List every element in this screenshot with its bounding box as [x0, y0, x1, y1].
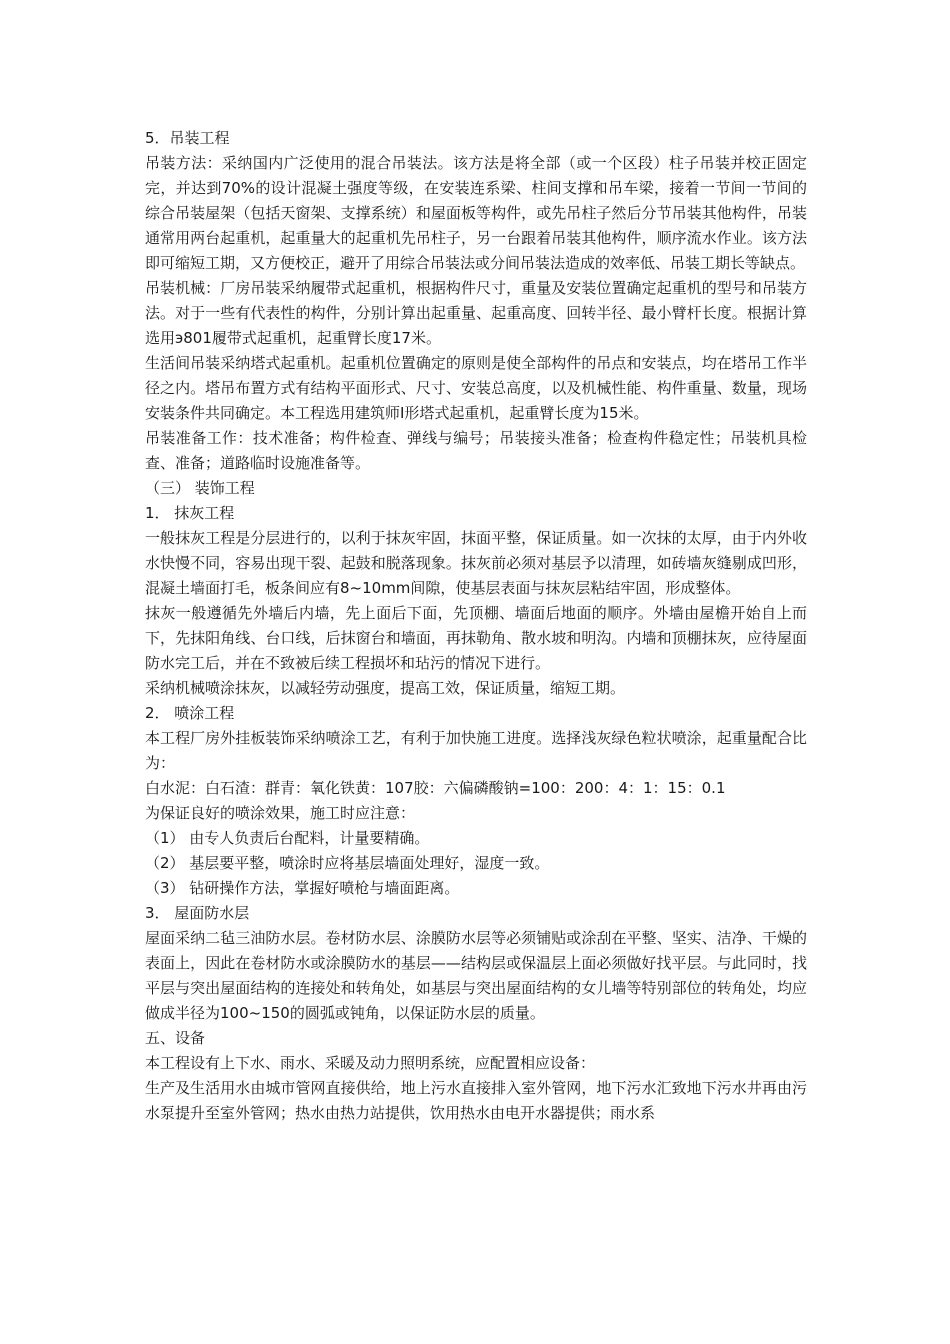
- document-body: [145, 126, 807, 1126]
- list-item-note-1: （1） 由专人负责后台配料，计量要精确。: [145, 829, 430, 847]
- section-heading-hoisting: 5．吊装工程: [145, 129, 230, 147]
- section-heading-equipment: 五、设备: [145, 1029, 206, 1047]
- paragraph-waterproofing: 屋面采纳二毡三油防水层。卷材防水层、涂膜防水层等必须铺贴或涂刮在平整、坚实、洁净、干燥的表面上，因此在卷材防水或涂膜防水的基层——结构层或保温层上面必须做好找平层。与此同时，找平层与突出屋面结构的连接处和转角处，如基层与突出屋面结构的女儿墙等特别部位的转角处，均应做成半径为100~150的圆弧或钝角，以保证防水层的质量。: [145, 929, 807, 1022]
- paragraph-spraying-process: 本工程厂房外挂板装饰采纳喷涂工艺，有利于加快施工进度。选择浅灰绿色粒状喷涂，起重量配合比为：: [145, 729, 807, 772]
- section-heading-decoration: （三） 装饰工程: [145, 479, 255, 497]
- paragraph-hoisting-preparation: 吊装准备工作：技术准备；构件检查、弹线与编号；吊装接头准备；检查构件稳定性；吊装机具检查、准备；道路临时设施准备等。: [145, 429, 807, 472]
- paragraph-water-supply: 生产及生活用水由城市管网直接供给，地上污水直接排入室外管网，地下污水汇致地下污水井再由污水泵提升至室外管网；热水由热力站提供，饮用热水由电开水器提供；雨水系: [145, 1079, 807, 1122]
- subsection-heading-plastering: 1． 抹灰工程: [145, 504, 235, 522]
- list-item-note-3: （3） 钻研操作方法，掌握好喷枪与墙面距离。: [145, 879, 460, 897]
- subsection-heading-spraying: 2． 喷涂工程: [145, 704, 235, 722]
- paragraph-tower-crane: 生活间吊装采纳塔式起重机。起重机位置确定的原则是使全部构件的吊点和安装点，均在塔吊工作半径之内。塔吊布置方式有结构平面形式、尺寸、安装总高度，以及机械性能、构件重量、数量，现场安装条件共同确定。本工程选用建筑师Ⅰ形塔式起重机，起重臂长度为15米。: [145, 354, 807, 422]
- paragraph-plastering-order: 抹灰一般遵循先外墙后内墙，先上面后下面，先顶棚、墙面后地面的顺序。外墙由屋檐开始自上而下，先抹阳角线、台口线，后抹窗台和墙面，再抹勒角、散水坡和明沟。内墙和顶棚抹灰，应待屋面防水完工后，并在不致被后续工程损坏和玷污的情况下进行。: [145, 604, 807, 672]
- paragraph-hoisting-method: 吊装方法：采纳国内广泛使用的混合吊装法。该方法是将全部（或一个区段）柱子吊装并校正固定完，并达到70%的设计混凝土强度等级，在安装连系梁、柱间支撑和吊车梁，接着一节间一节间的综合吊装屋架（包括天窗架、支撑系统）和屋面板等构件，或先吊柱子然后分节吊装其他构件，吊装通常用两台起重机，起重量大的起重机先吊柱子，另一台跟着吊装其他构件，顺序流水作业。该方法即可缩短工期，又方便校正，避开了用综合吊装法或分间吊装法造成的效率低、吊装工期长等缺点。: [145, 154, 807, 272]
- paragraph-mechanical-plastering: 采纳机械喷涂抹灰，以减轻劳动强度，提高工效，保证质量，缩短工期。: [145, 679, 626, 697]
- paragraph-spraying-notes: 为保证良好的喷涂效果，施工时应注意：: [145, 804, 416, 822]
- paragraph-equipment-intro: 本工程设有上下水、雨水、采暖及动力照明系统，应配置相应设备：: [145, 1054, 596, 1072]
- subsection-heading-waterproofing: 3． 屋面防水层: [145, 904, 250, 922]
- paragraph-mix-ratio: 白水泥：白石渣：群青：氧化铁黄：107胶：六偏磷酸钠=100：200：4：1：15：0.1: [145, 779, 726, 797]
- paragraph-plastering-layers: 一般抹灰工程是分层进行的，以利于抹灰牢固，抹面平整，保证质量。如一次抹的太厚，由于内外收水快慢不同，容易出现干裂、起鼓和脱落现象。抹灰前必须对基层予以清理，如砖墙灰缝剔成凹形，混凝土墙面打毛，板条间应有8~10mm间隙，使基层表面与抹灰层粘结牢固，形成整体。: [145, 529, 807, 597]
- list-item-note-2: （2） 基层要平整，喷涂时应将基层墙面处理好，湿度一致。: [145, 854, 550, 872]
- paragraph-hoisting-machinery: 吊装机械：厂房吊装采纳履带式起重机，根据构件尺寸，重量及安装位置确定起重机的型号和吊装方法。对于一些有代表性的构件，分别计算出起重量、起重高度、回转半径、最小臂杆长度。根据计算选用э801履带式起重机，起重臂长度17米。: [145, 279, 807, 347]
